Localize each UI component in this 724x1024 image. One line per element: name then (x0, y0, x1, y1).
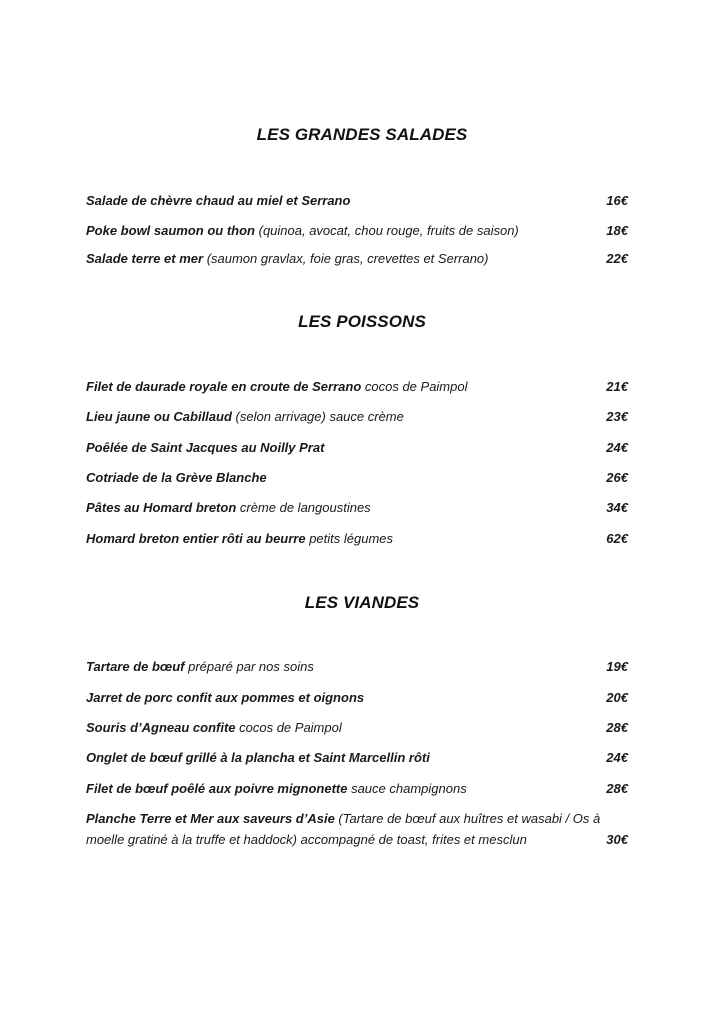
menu-item (86, 656, 628, 677)
dish-price: 16€ (606, 193, 628, 208)
dish-name: Poke bowl saumon ou thon (86, 223, 255, 238)
dish-description: (Tartare de bœuf aux huîtres et wasabi / Os à (334, 811, 601, 826)
dish-description: petits légumes (305, 531, 394, 546)
dish-price: 20€ (606, 690, 628, 705)
menu-item (86, 717, 628, 738)
dish-price: 30€ (606, 832, 628, 847)
dish-name: Filet de bœuf poêlé aux poivre mignonette (86, 781, 348, 796)
dish-name: Cotriade de la Grève Blanche (86, 470, 267, 485)
dish-name: Planche Terre et Mer aux saveurs d’Asie (86, 811, 335, 826)
dish-name: Filet de daurade royale en croute de Serrano (86, 379, 362, 394)
dish-name: Homard breton entier rôti au beurre (86, 531, 306, 546)
dish-name: Jarret de porc confit aux pommes et oignons (86, 690, 365, 705)
dish-description: cocos de Paimpol (361, 379, 468, 394)
menu-item (86, 376, 628, 397)
dish-price: 22€ (606, 251, 628, 266)
dish-price: 23€ (606, 409, 628, 424)
dish-price: 19€ (606, 659, 628, 674)
menu-item (86, 467, 628, 488)
dish-name: Salade terre et mer (86, 251, 204, 266)
dish-name: Tartare de bœuf (86, 659, 185, 674)
menu-item (86, 808, 628, 850)
section-title-viandes: LES VIANDES (304, 593, 420, 612)
menu-item (86, 190, 628, 211)
dish-price: 26€ (606, 470, 628, 485)
dish-description: (saumon gravlax, foie gras, crevettes et Serrano) (203, 251, 489, 266)
dish-description-continued: moelle gratiné à la truffe et haddock) accompagné de toast, frites et mesclun (86, 832, 527, 847)
dish-description: (quinoa, avocat, chou rouge, fruits de saison) (255, 223, 519, 238)
dish-price: 62€ (606, 531, 628, 546)
dish-name: Souris d’Agneau confite (86, 720, 236, 735)
section-title-poissons: LES POISSONS (298, 312, 426, 331)
menu-item (86, 528, 628, 549)
menu-item (86, 220, 628, 241)
dish-price: 24€ (606, 440, 628, 455)
dish-price: 24€ (606, 750, 628, 765)
section-title-salades: LES GRANDES SALADES (256, 125, 468, 144)
menu-item (86, 687, 628, 708)
dish-price: 28€ (606, 781, 628, 796)
dish-price: 21€ (606, 379, 628, 394)
dish-description: crème de langoustines (236, 500, 371, 515)
menu-item (86, 437, 628, 458)
dish-price: 34€ (606, 500, 628, 515)
menu-item (86, 248, 628, 269)
dish-name: Lieu jaune ou Cabillaud (86, 409, 232, 424)
dish-name: Onglet de bœuf grillé à la plancha et Saint Marcellin rôti (86, 750, 430, 765)
menu-item (86, 747, 628, 768)
dish-price: 18€ (606, 223, 628, 238)
menu-item (86, 778, 628, 799)
dish-description: (selon arrivage) sauce crème (231, 409, 404, 424)
dish-name: Salade de chèvre chaud au miel et Serrano (86, 193, 351, 208)
dish-description: sauce champignons (347, 781, 467, 796)
menu-item (86, 497, 628, 518)
dish-name: Pâtes au Homard breton (86, 500, 237, 515)
dish-description: cocos de Paimpol (235, 720, 342, 735)
dish-description: préparé par nos soins (184, 659, 314, 674)
dish-name: Poêlée de Saint Jacques au Noilly Prat (86, 440, 325, 455)
dish-price: 28€ (606, 720, 628, 735)
menu-item (86, 406, 628, 427)
